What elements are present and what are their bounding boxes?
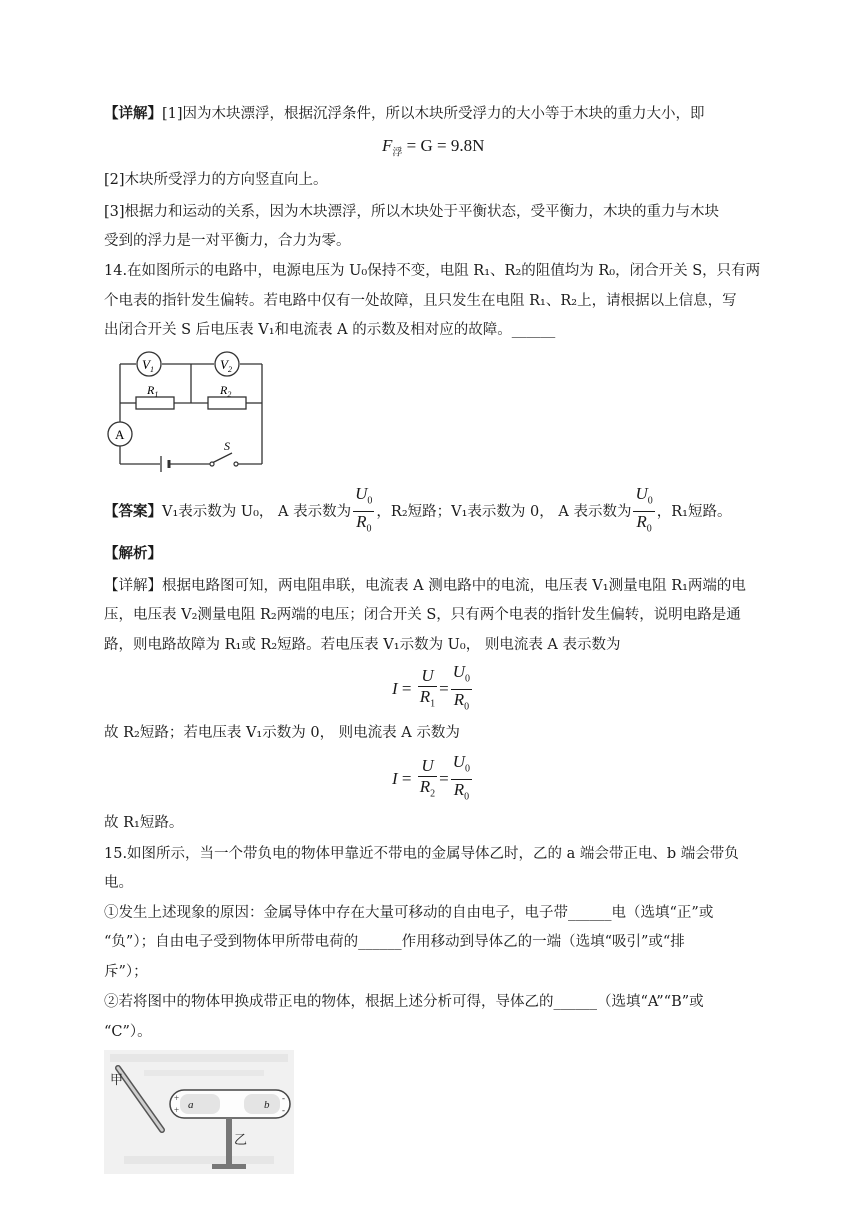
svg-text:+: + <box>174 1105 180 1115</box>
analysis-line5: 故 R₁短路。 <box>104 815 184 831</box>
q15-line5: 斥”）； <box>104 964 148 980</box>
detail-line2: [2]木块所受浮力的方向竖直向上。 <box>104 172 328 188</box>
q15-line4: “负”）；自由电子受到物体甲所带电荷的______作用移动到导体乙的一端（选填“吸引”或“排 <box>104 934 685 950</box>
answer-line <box>104 484 731 540</box>
q15-line1: 15.如图所示，当一个带负电的物体甲靠近不带电的金属导体乙时，乙的 a 端会带正电、b 端会带负 <box>104 846 739 862</box>
current-formula-1: I = $\frac{U}{R_1}$ = $\frac{U_0}{R_0}$ <box>392 662 471 713</box>
detail-line3: [3]根据力和运动的关系，因为木块漂浮，所以木块处于平衡状态，受平衡力，木块的重力与木块 <box>104 204 720 220</box>
analysis-line3: 路，则电路故障为 R₁或 R₂短路。若电压表 V₁示数为 U₀， 则电流表 A 表示数为 <box>104 637 621 653</box>
detail-text: [1]因为木块漂浮，根据沉浮条件，所以木块所受浮力的大小等于木块的重力大小，即 <box>162 106 705 122</box>
switch-label: S <box>224 439 230 453</box>
answer-part3: ，R₁短路。 <box>656 503 732 520</box>
analysis-line2: 压，电压表 V₂测量电阻 R₂两端的电压；闭合开关 S，只有两个电表的指针发生偏转，说明电路是通 <box>104 607 741 623</box>
analysis-heading: 【解析】 <box>104 545 162 562</box>
v1-label: $V_1$ <box>142 357 154 374</box>
answer-part2: ，R₂短路；V₁表示数为 0， A 表示数为 <box>376 503 632 520</box>
r2-label: $R_2$ <box>220 383 232 399</box>
q15-line6: ②若将图中的物体甲换成带正电的物体，根据上述分析可得，导体乙的______（选填“A”“B”或 <box>104 994 704 1010</box>
svg-text:-: - <box>282 1093 285 1103</box>
q14-line1: 14.在如图所示的电路中，电源电压为 U₀保持不变，电阻 R₁、R₂的阻值均为 R₀，闭合开关 S，只有两 <box>104 263 761 279</box>
formula-rhs: = G = 9.8N <box>402 136 485 155</box>
r1-label: $R_1$ <box>147 383 159 399</box>
q14-line2: 个电表的指针发生偏转。若电路中仅有一处故障，且只发生在电阻 R₁、R₂上，请根据以上信息，写 <box>104 293 737 309</box>
jia-label: 甲 <box>110 1072 124 1087</box>
end-a-label: a <box>188 1099 194 1111</box>
q15-line2: 电。 <box>104 875 133 891</box>
current-formula-2: I = $\frac{U}{R_2}$ = $\frac{U_0}{R_0}$ <box>392 752 471 803</box>
analysis-line1: 【详解】根据电路图可知，两电阻串联，电流表 A 测电路中的电流，电压表 V₁测量电阻 R₁两端的电 <box>104 578 746 594</box>
answer-prefix: 【答案】 <box>104 502 162 520</box>
ammeter-label: A <box>115 427 125 442</box>
detail-line4: 受到的浮力是一对平衡力，合力为零。 <box>104 233 351 249</box>
formula-subscript: 浮 <box>392 147 403 159</box>
detail-prefix: 【详解】 <box>104 105 162 122</box>
q14-line3: 出闭合开关 S 后电压表 V₁和电流表 A 的示数及相对应的故障。______ <box>104 322 556 338</box>
svg-text:-: - <box>282 1105 285 1115</box>
analysis-line4: 故 R₂短路；若电压表 V₁示数为 0， 则电流表 A 示数为 <box>104 725 460 741</box>
answer-fraction-2: $\frac{U_0}{R_0}$ <box>635 484 653 535</box>
formula-symbol: F <box>382 136 393 155</box>
svg-text:+: + <box>174 1093 180 1103</box>
v2-label: $V_2$ <box>220 357 232 374</box>
buoyancy-formula <box>382 136 484 158</box>
q15-line7: “C”）。 <box>104 1024 152 1040</box>
circuit-diagram <box>104 350 270 472</box>
insulating-stand <box>226 1118 232 1166</box>
q15-line3: ①发生上述现象的原因：金属导体中存在大量可移动的自由电子，电子带______电（选填“正”或 <box>104 905 714 921</box>
end-b-label: b <box>264 1099 270 1111</box>
answer-fraction-1: $\frac{U_0}{R_0}$ <box>355 484 373 535</box>
detail-paragraph-line1 <box>104 104 705 124</box>
answer-part1: V₁表示数为 U₀， A 表示数为 <box>162 503 352 520</box>
charge-induction-figure <box>104 1050 294 1174</box>
yi-label: 乙 <box>234 1132 248 1147</box>
